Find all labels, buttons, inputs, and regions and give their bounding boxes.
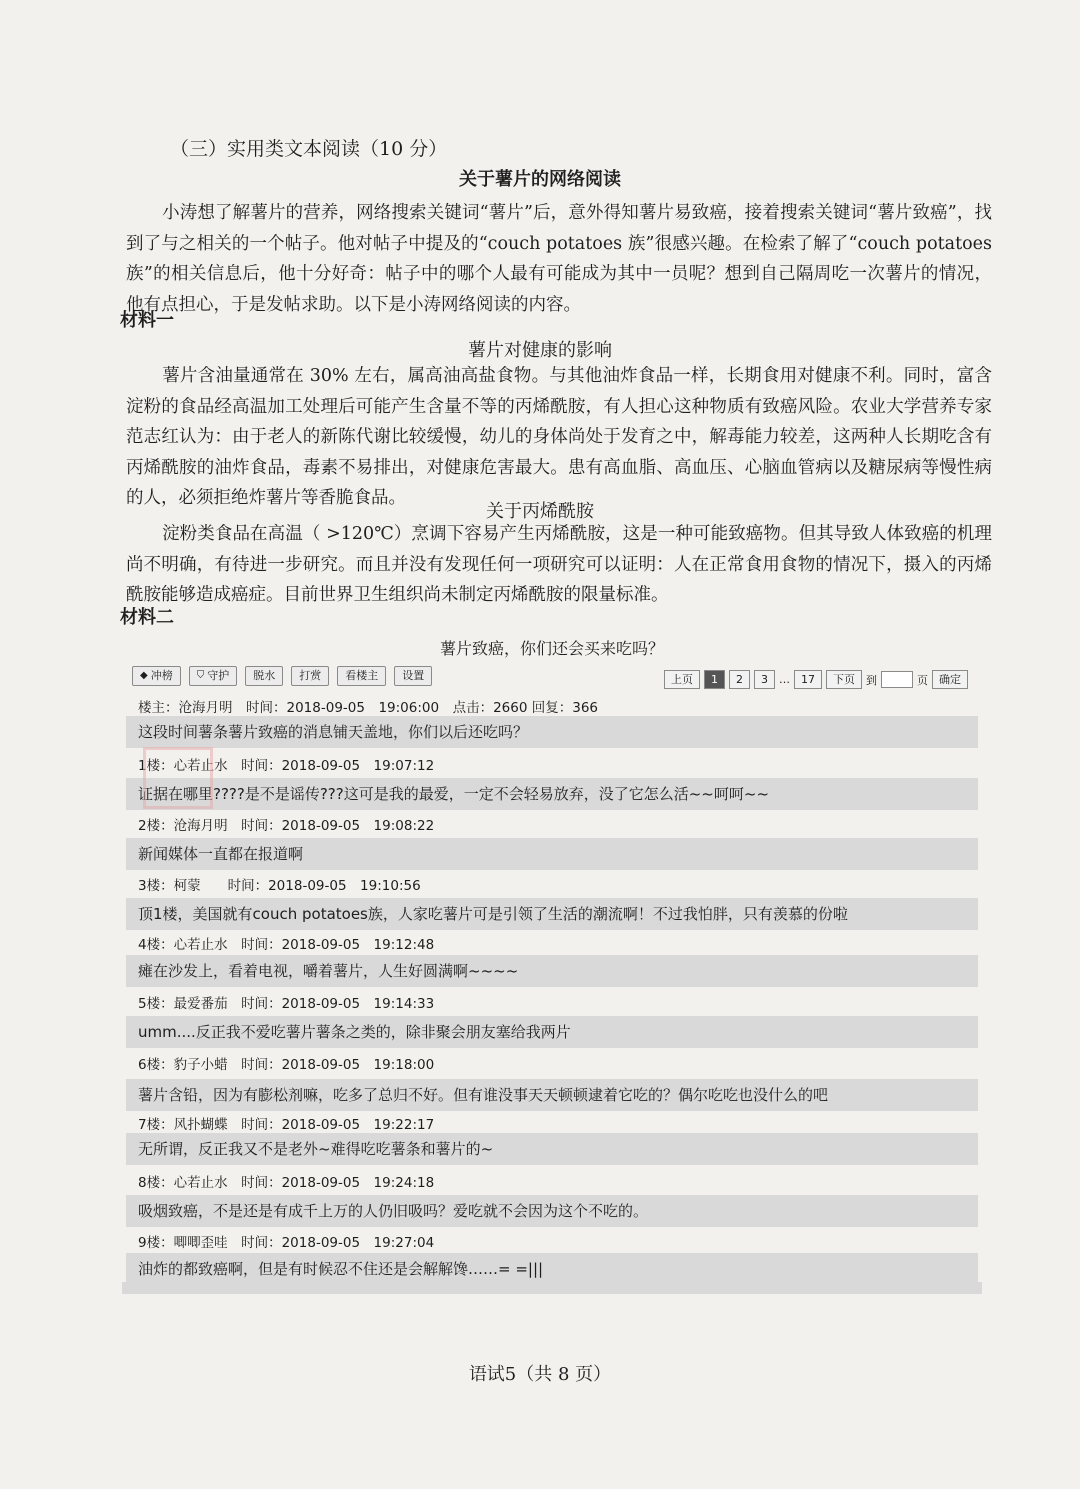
intro-paragraph bbox=[126, 198, 992, 320]
watermark-stamp bbox=[143, 747, 213, 809]
rank-button[interactable] bbox=[132, 666, 181, 686]
confirm-button[interactable]: 确定 bbox=[932, 670, 968, 689]
guard-button[interactable] bbox=[189, 666, 238, 686]
prev-page-button[interactable]: 上页 bbox=[664, 670, 700, 689]
material1-paragraph1 bbox=[126, 361, 992, 514]
pagination bbox=[664, 670, 968, 689]
post-body: 这段时间薯条薯片致癌的消息铺天盖地，你们以后还吃吗？ bbox=[126, 716, 978, 748]
post-header: 7楼：风扑蝴蝶 时间：2018-09-05 19:22:17 bbox=[138, 1117, 435, 1133]
shield-icon: ⛉ bbox=[196, 670, 205, 681]
post-body: 吸烟致癌，不是还是有成千上万的人仍旧吸吗？爱吃就不会因为这个不吃的。 bbox=[126, 1195, 978, 1227]
material1-subtitle1: 薯片对健康的影响 bbox=[468, 340, 612, 361]
material1-label: 材料一 bbox=[120, 310, 174, 331]
page-button-1[interactable]: 1 bbox=[704, 670, 725, 689]
forum-thread bbox=[122, 632, 982, 1294]
article-title: 关于薯片的网络阅读 bbox=[459, 169, 621, 190]
forum-title: 薯片致癌，你们还会买来吃吗？ bbox=[439, 639, 664, 658]
post-body: 新闻媒体一直都在报道啊 bbox=[126, 838, 978, 870]
material1-para1-text: 薯片含油量通常在 30% 左右，属高油高盐食物。与其他油炸食品一样，长期食用对健康不利。同时，富含淀粉的食品经高温加工处理后可能产生含量不等的丙烯酰胺，有人担心这种物质有致癌风险。农业大学营养专家范志红认为：由于老人的新陈代谢比较缓慢，幼儿的身体尚处于发育之中，解毒能力较差，这两种人长期吃含有丙烯酰胺的油炸食品，毒素不易排出，对健康危害最大。患有高血脂、高血压、心脑血管病以及糖尿病等慢性病的人，必须拒绝炸薯片等香脆食品。 bbox=[126, 366, 992, 508]
post-body: 证据在哪里????是不是谣传???这可是我的最爱，一定不会轻易放弃，没了它怎么活~~呵呵~~ bbox=[126, 778, 978, 810]
page-button-2[interactable]: 2 bbox=[729, 670, 750, 689]
post-header: 3楼：柯蒙 时间：2018-09-05 19:10:56 bbox=[138, 878, 421, 894]
diamond-icon: ◆ bbox=[140, 670, 148, 681]
tip-button[interactable]: 打赏 bbox=[291, 666, 329, 686]
material1-subtitle2: 关于丙烯酰胺 bbox=[486, 501, 594, 522]
post-header: 9楼：唧唧歪哇 时间：2018-09-05 19:27:04 bbox=[138, 1235, 435, 1251]
material2-label: 材料二 bbox=[120, 607, 174, 628]
post-header: 4楼：心若止水 时间：2018-09-05 19:12:48 bbox=[138, 937, 435, 953]
post-body: 薯片含铅，因为有膨松剂嘛，吃多了总归不好。但有谁没事天天顿顿逮着它吃的？偶尔吃吃也没什么的吧 bbox=[126, 1079, 978, 1111]
section-heading: （三）实用类文本阅读（10 分） bbox=[170, 138, 448, 160]
guard-button-label: 守护 bbox=[207, 669, 230, 682]
forum-toolbar bbox=[132, 666, 432, 688]
post-body: 无所谓，反正我又不是老外~难得吃吃薯条和薯片的~ bbox=[126, 1133, 978, 1165]
page-ellipsis: … bbox=[779, 673, 790, 686]
page-button-3[interactable]: 3 bbox=[754, 670, 775, 689]
post-body: 油炸的都致癌啊，但是有时候忍不住还是会解解馋……= =||| bbox=[126, 1253, 978, 1285]
post-header: 8楼：心若止水 时间：2018-09-05 19:24:18 bbox=[138, 1175, 435, 1191]
rank-button-label: 冲榜 bbox=[150, 669, 173, 682]
post-header: 6楼：豹子小蜡 时间：2018-09-05 19:18:00 bbox=[138, 1057, 435, 1073]
dehydrate-button[interactable]: 脱水 bbox=[245, 666, 283, 686]
intro-text: 小涛想了解薯片的营养，网络搜索关键词“薯片”后，意外得知薯片易致癌，接着搜索关键词“薯片致癌”，找到了与之相关的一个帖子。他对帖子中提及的“couch potatoes 族”很感兴趣。在检索了解了“couch potatoes 族”的相关信息后，他十分好奇：帖子中的哪个人最有可能成为其中一员呢？想到自己隔周吃一次薯片的情况，他有点担心，于是发帖求助。以下是小涛网络阅读的内容。 bbox=[126, 203, 992, 315]
post-body: umm....反正我不爱吃薯片薯条之类的，除非聚会朋友塞给我两片 bbox=[126, 1016, 978, 1048]
post-body: 顶1楼，美国就有couch potatoes族，人家吃薯片可是引领了生活的潮流啊！不过我怕胖，只有羡慕的份啦 bbox=[126, 898, 978, 930]
goto-page-input[interactable] bbox=[881, 671, 913, 688]
forum-bottom-bar bbox=[122, 1282, 982, 1294]
settings-button[interactable]: 设置 bbox=[394, 666, 432, 686]
material1-paragraph2 bbox=[126, 519, 992, 611]
next-page-button[interactable]: 下页 bbox=[826, 670, 862, 689]
post-header: 1楼：心若止水 时间：2018-09-05 19:07:12 bbox=[138, 758, 435, 774]
page-button-last[interactable]: 17 bbox=[794, 670, 822, 689]
post-header: 2楼：沧海月明 时间：2018-09-05 19:08:22 bbox=[138, 818, 435, 834]
post-body: 瘫在沙发上，看着电视，嚼着薯片，人生好圆满啊~~~~ bbox=[126, 955, 978, 987]
view-op-button[interactable]: 看楼主 bbox=[337, 666, 386, 686]
goto-label: 到 bbox=[866, 673, 877, 687]
post-header: 楼主：沧海月明 时间：2018-09-05 19:06:00 点击：2660 回复：366 bbox=[138, 700, 599, 716]
post-header: 5楼：最爱番茄 时间：2018-09-05 19:14:33 bbox=[138, 996, 435, 1012]
material1-para2-text: 淀粉类食品在高温（ >120℃）烹调下容易产生丙烯酰胺，这是一种可能致癌物。但其导致人体致癌的机理尚不明确，有待进一步研究。而且并没有发现任何一项研究可以证明：人在正常食用食物的情况下，摄入的丙烯酰胺能够造成癌症。目前世界卫生组织尚未制定丙烯酰胺的限量标准。 bbox=[126, 524, 992, 605]
page-unit-label: 页 bbox=[917, 673, 928, 687]
page-footer: 语试5（共 8 页） bbox=[468, 1364, 612, 1385]
